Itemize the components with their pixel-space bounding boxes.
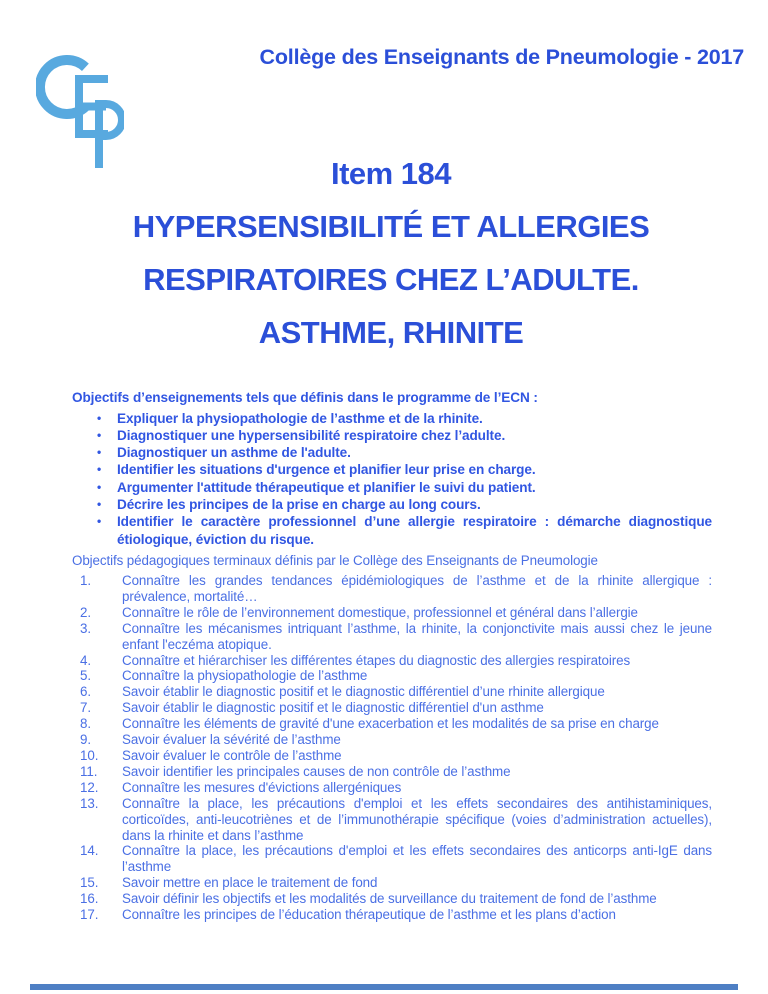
list-item-text: Diagnostiquer une hypersensibilité respiratoire chez l’adulte.	[117, 427, 506, 443]
list-item	[72, 748, 712, 764]
list-item-text: Identifier le caractère professionnel d’une allergie respiratoire : démarche diagnostique étiologique, éviction du risque.	[117, 514, 712, 547]
list-item-text: Connaître la physiopathologie de l’asthme	[122, 668, 368, 684]
bullet-icon: •	[97, 514, 102, 529]
list-item-text: Connaître et hiérarchiser les différentes étapes du diagnostic des allergies respiratoires	[122, 652, 631, 668]
list-item-text: Décrire les principes de la prise en charge au long cours.	[117, 496, 481, 512]
list-item-number: 10.	[80, 747, 99, 763]
list-item	[72, 684, 712, 700]
list-item	[72, 653, 712, 669]
list-item-text: Savoir évaluer le contrôle de l’asthme	[122, 747, 342, 763]
list-item-number: 17.	[80, 907, 99, 923]
list-item	[72, 891, 712, 907]
list-item	[72, 764, 712, 780]
list-item-number: 5.	[80, 668, 91, 684]
document-header: Collège des Enseignants de Pneumologie - 2017	[259, 45, 744, 69]
bullet-icon: •	[97, 462, 102, 477]
list-item	[72, 843, 712, 875]
page-title-line-2: RESPIRATOIRES CHEZ L’ADULTE.	[143, 262, 639, 297]
list-item-text: Expliquer la physiopathologie de l’asthme et de la rhinite.	[117, 410, 483, 426]
list-item-number: 3.	[80, 620, 91, 636]
ecn-objectives-list	[72, 410, 712, 548]
bullet-icon: •	[97, 479, 102, 494]
bullet-icon: •	[97, 496, 102, 511]
list-item-text: Connaître le rôle de l’environnement domestique, professionnel et général dans l’allergie	[122, 604, 638, 620]
list-item-text: Connaître les principes de l’éducation thérapeutique de l’asthme et les plans d’action	[122, 907, 616, 923]
cep-objectives-heading: Objectifs pédagogiques terminaux définis par le Collège des Enseignants de Pneumologie	[72, 553, 598, 568]
list-item	[72, 461, 712, 478]
list-item-text: Connaître la place, les précautions d'emploi et les effets secondaires des anticorps anti-IgE dans l’asthme	[122, 843, 712, 875]
list-item	[72, 668, 712, 684]
list-item	[72, 479, 712, 496]
bullet-icon: •	[97, 410, 102, 425]
cep-objectives-list	[72, 573, 712, 923]
list-item-number: 8.	[80, 716, 91, 732]
list-item-number: 16.	[80, 891, 99, 907]
list-item-number: 13.	[80, 795, 99, 811]
list-item	[72, 780, 712, 796]
list-item-text: Identifier les situations d'urgence et planifier leur prise en charge.	[117, 462, 536, 478]
list-item	[72, 700, 712, 716]
list-item-number: 15.	[80, 875, 99, 891]
bullet-icon: •	[97, 445, 102, 460]
footer-rule	[30, 984, 738, 990]
list-item-text: Savoir évaluer la sévérité de l’asthme	[122, 732, 341, 748]
list-item-text: Connaître les mesures d'évictions allergéniques	[122, 779, 402, 795]
list-item	[72, 716, 712, 732]
list-item	[72, 427, 712, 444]
list-item-text: Connaître les éléments de gravité d'une exacerbation et les modalités de sa prise en charge	[122, 716, 659, 732]
list-item-text: Argumenter l'attitude thérapeutique et planifier le suivi du patient.	[117, 479, 536, 495]
list-item	[72, 444, 712, 461]
bullet-icon: •	[97, 427, 102, 442]
list-item-number: 2.	[80, 604, 91, 620]
list-item-text: Savoir établir le diagnostic positif et le diagnostic différentiel d’une rhinite allergique	[122, 684, 605, 700]
page-title-line-3: ASTHME, RHINITE	[258, 315, 524, 350]
list-item-text: Connaître la place, les précautions d'emploi et les effets secondaires des antihistaminiques, corticoïdes, anti-leucotriènes et de l’immunothérapie spécifique (voies d’administration actuelles), dans la rhinite et dans l’asthme	[122, 795, 712, 843]
list-item	[72, 513, 712, 548]
page-title-line-1: HYPERSENSIBILITÉ ET ALLERGIES	[132, 209, 650, 244]
list-item	[72, 496, 712, 513]
list-item-number: 6.	[80, 684, 91, 700]
list-item	[72, 875, 712, 891]
list-item	[72, 796, 712, 844]
list-item	[72, 410, 712, 427]
ecn-objectives-section	[72, 389, 712, 548]
list-item	[72, 573, 712, 605]
list-item-number: 4.	[80, 652, 91, 668]
list-item-number: 11.	[80, 763, 98, 779]
list-item-text: Savoir identifier les principales causes de non contrôle de l’asthme	[122, 763, 511, 779]
list-item-text: Savoir établir le diagnostic positif et le diagnostic différentiel d'un asthme	[122, 700, 544, 716]
list-item-text: Connaître les mécanismes intriquant l’asthme, la rhinite, la conjonctivite mais aussi chez le jeune enfant l'eczéma atopique.	[122, 620, 712, 652]
list-item-text: Savoir mettre en place le traitement de fond	[122, 875, 378, 891]
list-item	[72, 732, 712, 748]
list-item	[72, 605, 712, 621]
list-item	[72, 621, 712, 653]
list-item-text: Connaître les grandes tendances épidémiologiques de l’asthme et de la rhinite allergique : prévalence, mortalité…	[122, 573, 712, 604]
list-item-number: 9.	[80, 732, 91, 748]
cep-objectives-section	[72, 552, 712, 923]
list-item	[72, 907, 712, 923]
list-item-text: Savoir définir les objectifs et les modalités de surveillance du traitement de fond de l’asthme	[122, 891, 657, 907]
ecn-objectives-heading: Objectifs d’enseignements tels que définis dans le programme de l’ECN :	[72, 390, 538, 405]
item-number-title: Item 184	[330, 156, 452, 191]
list-item-number: 12.	[80, 779, 99, 795]
title-block	[0, 147, 768, 359]
list-item-number: 1.	[80, 573, 91, 588]
list-item-number: 14.	[80, 843, 99, 859]
list-item-text: Diagnostiquer un asthme de l'adulte.	[117, 445, 351, 461]
list-item-number: 7.	[80, 700, 91, 716]
